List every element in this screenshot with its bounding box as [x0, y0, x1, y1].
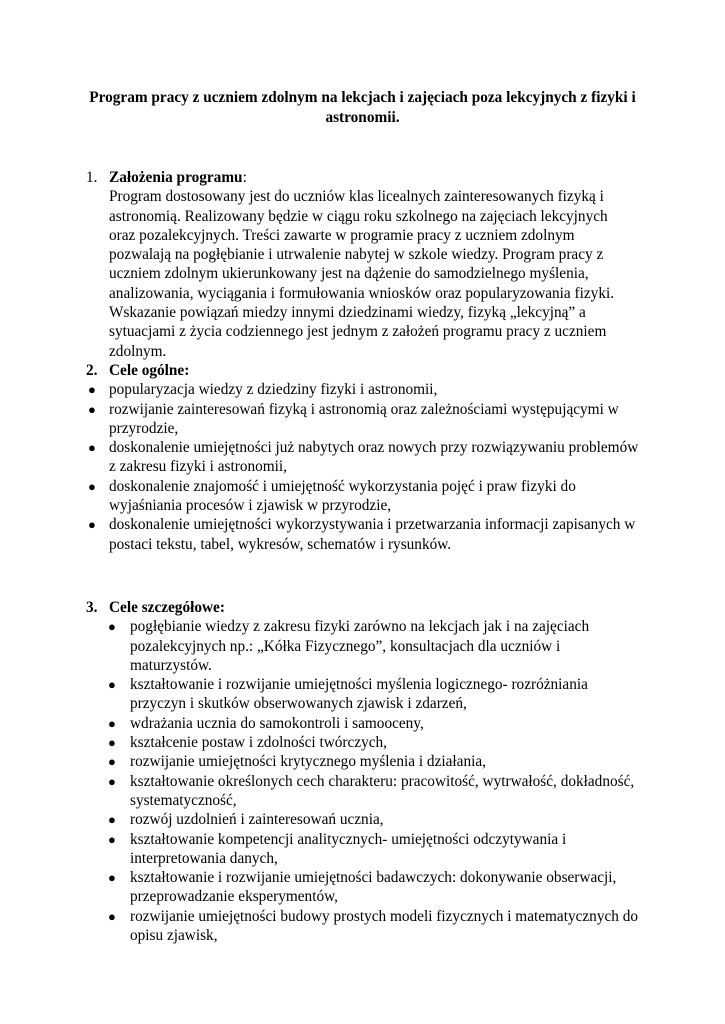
list-item-text: rozwijanie zainteresowań fizyką i astronomią oraz zależnościami występującymi w przyrodzie,: [109, 400, 619, 437]
bullet-icon: ●: [108, 677, 116, 693]
list-item-text: kształcenie postaw i zdolności twórczych,: [130, 734, 387, 752]
specific-goals-list: [108, 617, 643, 945]
bullet-icon: ●: [108, 831, 116, 847]
list-item-text: kształtowanie kompetencji analitycznych- umiejętności odczytywania i interpretowania danych,: [130, 830, 567, 867]
list-item: [108, 714, 643, 733]
list-item-text: rozwijanie umiejętności krytycznego myślenia i działania,: [130, 753, 486, 771]
bullet-icon: ●: [88, 382, 96, 398]
list-item-text: pogłębianie wiedzy z zakresu fizyki zarówno na lekcjach jak i na zajęciach pozalekcyjnych np.: „Kółka Fizycznego”, konsultacjach dla uczniów i maturzystów.: [130, 618, 590, 674]
list-item-text: wdrażania ucznia do samokontroli i samooceny,: [130, 714, 424, 732]
list-item-text: doskonalenie umiejętności już nabytych oraz nowych przy rozwiązywaniu problemów z zakresu fizyki i astronomii,: [109, 439, 639, 476]
list-item: [108, 907, 643, 946]
list-item-text: rozwijanie umiejętności budowy prostych modeli fizycznych i matematycznych do opisu zjawisk,: [130, 907, 639, 945]
list-item-text: doskonalenie umiejętności wykorzystywania i przetwarzania informacji zapisanych w postaci tekstu, tabel, wykresów, schematów i rysunków.: [109, 516, 636, 553]
bullet-icon: ●: [88, 440, 96, 456]
section-heading: Cele szczegółowe:: [109, 599, 225, 616]
bullet-icon: ●: [108, 773, 116, 789]
section-heading: Cele ogólne:: [109, 362, 190, 379]
section-heading-wrap: [109, 168, 247, 187]
bullet-icon: ●: [108, 812, 116, 828]
list-item: [108, 868, 643, 907]
section-number: 3.: [86, 599, 98, 616]
bullet-icon: ●: [108, 715, 116, 731]
list-item: [88, 380, 643, 399]
list-item: [88, 477, 643, 516]
section-paragraph: Program dostosowany jest do uczniów klas licealnych zainteresowanych fizyką i astronomią. Realizowany będzie w ciągu roku szkolnego na zajęciach lekcyjnych oraz pozalekcyjnych. Treści zawarte w programie pracy z uczniem zdolnym pozwalają na pogłębianie i utrwalenie nabytej w szkole wiedzy. Program pracy z uczniem zdolnym ukierunkowany jest na dążenie do samodzielnego myślenia, analizowania, wyciągania i formułowania wniosków oraz popularyzowania fizyki. Wskazanie powiązań miedzy innymi dziedzinami wiedzy, fizyką „lekcyjną” a sytuacjami z życia codziennego jest jednym z założeń programu pracy z uczniem zdolnym.: [109, 188, 615, 360]
section-number: 2.: [86, 362, 98, 379]
list-item: [88, 400, 643, 439]
list-item: [88, 438, 643, 477]
list-item-text: kształtowanie i rozwijanie umiejętności badawczych: dokonywanie obserwacji, przeprowadzanie eksperymentów,: [130, 869, 617, 906]
section-heading: Założenia programu: [109, 169, 243, 186]
list-item-text: rozwój uzdolnień i zainteresowań ucznia,: [130, 811, 384, 829]
list-item: [88, 515, 643, 554]
list-item-text: kształtowanie określonych cech charakteru: pracowitość, wytrwałość, dokładność, systematyczność,: [130, 772, 635, 809]
list-item-text: kształtowanie i rozwijanie umiejętności myślenia logicznego- rozróżniania przyczyn i skutków obserwowanych zjawisk i zdarzeń,: [130, 676, 588, 713]
bullet-icon: ●: [108, 619, 116, 635]
bullet-icon: ●: [108, 870, 116, 886]
list-item: [108, 772, 643, 811]
bullet-icon: ●: [108, 754, 116, 770]
list-item: [108, 752, 643, 771]
list-item: [108, 733, 643, 752]
bullet-icon: ●: [108, 908, 116, 924]
list-item: [108, 617, 643, 675]
list-item: [108, 810, 643, 829]
list-item: [108, 830, 643, 869]
bullet-icon: ●: [88, 401, 96, 417]
section-number: 1.: [86, 169, 98, 186]
document-title: Program pracy z uczniem zdolnym na lekcjach i zajęciach poza lekcyjnych z fizyki i astronomii.: [89, 89, 636, 126]
bullet-icon: ●: [88, 517, 96, 533]
list-item-text: popularyzacja wiedzy z dziedziny fizyki i astronomii,: [109, 381, 438, 399]
bullet-icon: ●: [108, 735, 116, 751]
bullet-icon: ●: [88, 478, 96, 494]
section-heading-colon: :: [242, 169, 247, 186]
list-item: [108, 675, 643, 714]
general-goals-list: [88, 380, 643, 554]
list-item-text: doskonalenie znajomość i umiejętność wykorzystania pojęć i praw fizyki do wyjaśniania procesów i zjawisk w przyrodzie,: [109, 477, 576, 515]
